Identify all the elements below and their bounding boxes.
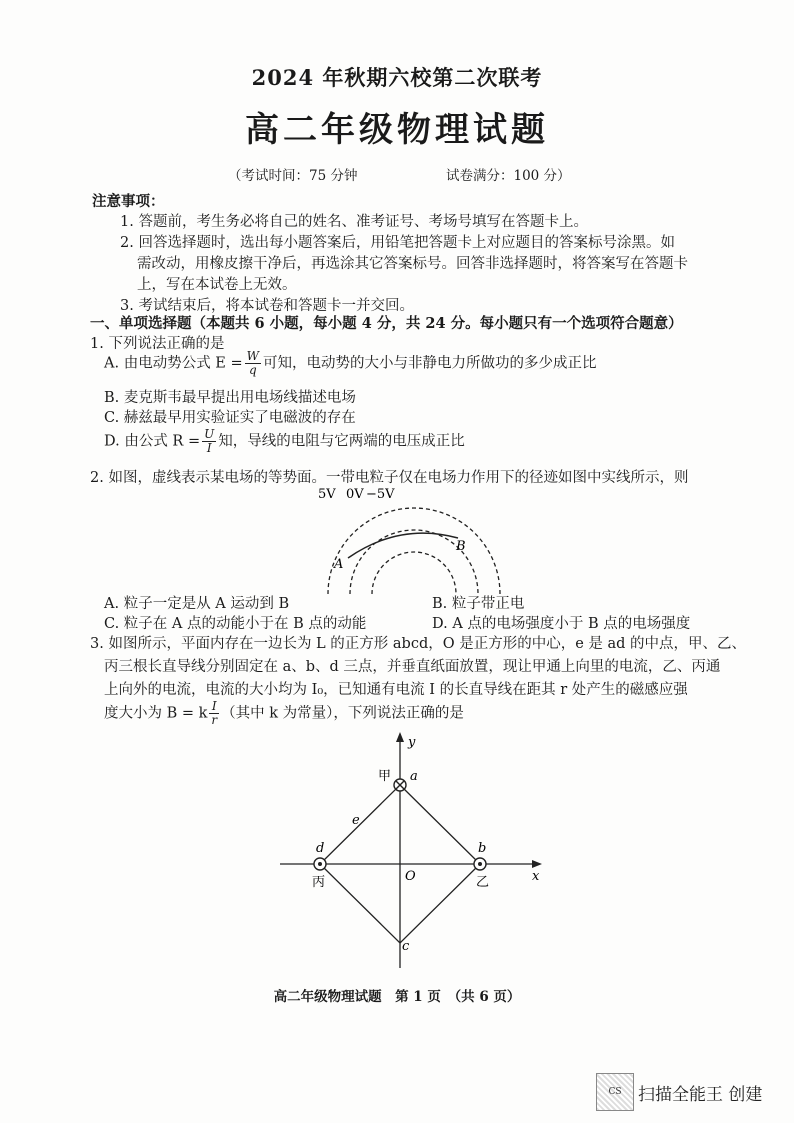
notes-heading: 注意事项：	[92, 193, 165, 210]
q1-option-a: A. 由电动势公式 E = $\frac{W}{q}$ 可知，电动势的大小与非静电力所做功的多少成正比	[104, 349, 597, 377]
page-footer: 高二年级物理试题 第 1 页 （共 6 页）	[273, 989, 521, 1005]
q2-option-b: B. 粒子带正电	[432, 596, 525, 612]
point-b-label: B	[456, 539, 466, 554]
note-3: 3. 考试结束后，将本试卷和答题卡一并交回。	[120, 298, 414, 314]
q3-line-4: 度大小为 B = k $\frac{I}{r}$ （其中 k 为常量），下列说法正确的是	[104, 699, 464, 727]
q1-option-b: B. 麦克斯韦最早提出用电场线描述电场	[104, 390, 356, 406]
x-axis-label: x	[532, 869, 540, 884]
label-0v: 0V	[346, 487, 364, 502]
section-1-title: 一、单项选择题（本题共 6 小题，每小题 4 分，共 24 分。每小题只有一个选项符合题意）	[90, 315, 683, 332]
equipotential-5v	[328, 508, 500, 594]
wire-yi-out-of-page-icon	[474, 858, 486, 870]
note-2-line-1: 2. 回答选择题时，选出每小题答案后，用铅笔把答题卡上对应题目的答案标号涂黑。如	[120, 235, 675, 251]
q1-option-c: C. 赫兹最早用实验证实了电磁波的存在	[104, 410, 356, 426]
equipotential-figure	[300, 482, 510, 594]
y-axis-label: y	[408, 735, 416, 750]
exam-time: （考试时间：75 分钟	[228, 168, 358, 184]
label-d: d	[316, 841, 325, 856]
exam-title: 2024 年秋期六校第二次联考	[251, 65, 543, 90]
q3-line-3: 上向外的电流，电流的大小均为 I₀，已知通有电流 I 的长直导线在距其 r 处产生的磁感应强	[104, 682, 688, 698]
q2-option-a: A. 粒子一定是从 A 运动到 B	[104, 596, 290, 612]
label-minus-5v: −5V	[366, 487, 395, 502]
label-bing: 丙	[312, 875, 326, 890]
q1-option-d: D. 由公式 R = $\frac{U}{I}$ 知，导线的电阻与它两端的电压成正比	[104, 427, 465, 455]
q2-option-d: D. A 点的电场强度小于 B 点的电场强度	[432, 616, 691, 632]
q2-option-c: C. 粒子在 A 点的动能小于在 B 点的动能	[104, 616, 367, 632]
equipotential-minus5v	[372, 552, 456, 594]
label-c: c	[402, 939, 410, 954]
origin-label: O	[405, 869, 416, 884]
fraction: $\frac{U}{I}$	[204, 427, 215, 455]
subject-title: 高二年级物理试题	[245, 110, 549, 150]
note-2-line-3: 上，写在本试卷上无效。	[137, 277, 297, 293]
label-jia: 甲	[378, 769, 392, 784]
q2-stem: 2. 如图，虚线表示某电场的等势面。一带电粒子仅在电场力作用下的径迹如图中实线所示，则	[90, 470, 689, 486]
q1-stem: 1. 下列说法正确的是	[90, 336, 225, 352]
label-b: b	[478, 841, 487, 856]
wire-bing-out-of-page-icon	[314, 858, 326, 870]
wire-jia-into-page-icon	[394, 779, 406, 791]
label-yi: 乙	[476, 875, 490, 890]
q3-line-1: 3. 如图所示，平面内存在一边长为 L 的正方形 abcd，O 是正方形的中心，e 是 ad 的中点，甲、乙、	[90, 636, 747, 652]
label-5v: 5V	[318, 487, 336, 502]
point-a-label: A	[334, 557, 344, 572]
note-1: 1. 答题前，考生务必将自己的姓名、准考证号、考场号填写在答题卡上。	[120, 214, 588, 230]
fraction: $\frac{I}{r}$	[211, 699, 218, 727]
scanner-logo-icon: CS	[596, 1073, 634, 1111]
exam-score: 试卷满分：100 分）	[446, 168, 571, 184]
q3-line-2: 丙三根长直导线分别固定在 a、b、d 三点，并垂直纸面放置，现让甲通上向里的电流，乙、丙通	[104, 659, 721, 675]
label-e: e	[352, 813, 360, 828]
note-2-line-2: 需改动，用橡皮擦干净后，再选涂其它答案标号。回答非选择题时，将答案写在答题卡	[137, 256, 688, 272]
y-axis-arrow-icon	[396, 732, 404, 742]
x-axis-arrow-icon	[532, 860, 542, 868]
square-wire-figure	[280, 728, 550, 973]
fraction: $\frac{W}{q}$	[246, 349, 259, 377]
label-a: a	[410, 769, 418, 784]
scanner-watermark-text: 扫描全能王 创建	[638, 1085, 763, 1105]
